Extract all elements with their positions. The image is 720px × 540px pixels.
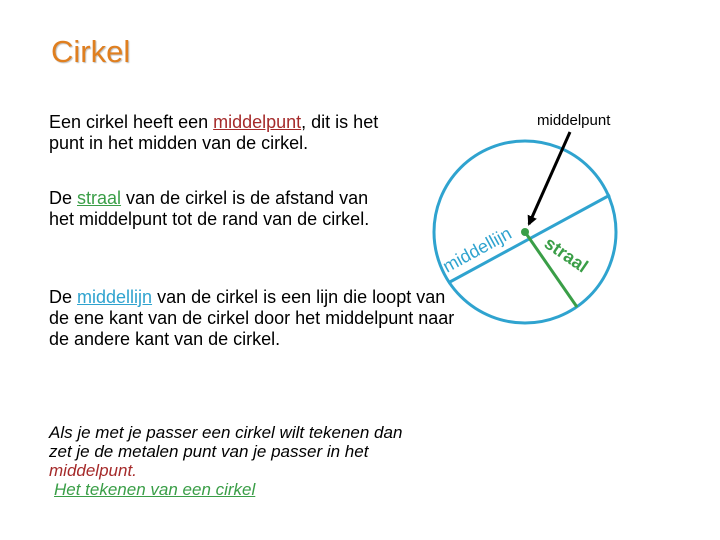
keyword-middelpunt-2: middelpunt. (49, 461, 137, 480)
paragraph-text: , dit is het punt in het midden van de cirkel. (49, 112, 379, 153)
diameter-label-path: middellijn (439, 223, 515, 277)
keyword-straal: straal (77, 188, 122, 208)
paragraph-text: De (49, 188, 78, 208)
paragraph-text: De (49, 287, 78, 307)
center-point (521, 228, 529, 236)
radius-label (541, 233, 592, 277)
label-middelpunt: middelpunt (537, 112, 611, 129)
paragraph-text: Als je met je passer een cirkel wilt tekenen dan zet je de metalen punt van je passer in het (49, 423, 403, 461)
keyword-middellijn: middellijn (77, 287, 153, 307)
paragraph-text: Een cirkel heeft een (49, 112, 214, 132)
link-tekenen-cirkel[interactable]: Het tekenen van een cirkel (54, 480, 256, 499)
page-title: Cirkel (51, 34, 131, 69)
radius-label-path: straal (540, 232, 592, 277)
paragraph-text: van de cirkel is een lijn die loopt van de ene kant van de cirkel door het middelpunt naar de andere kant van de cirkel. (49, 287, 455, 349)
keyword-middelpunt: middelpunt (213, 112, 302, 132)
paragraph-text: van de cirkel is de afstand van het middelpunt tot de rand van de cirkel. (49, 188, 370, 229)
